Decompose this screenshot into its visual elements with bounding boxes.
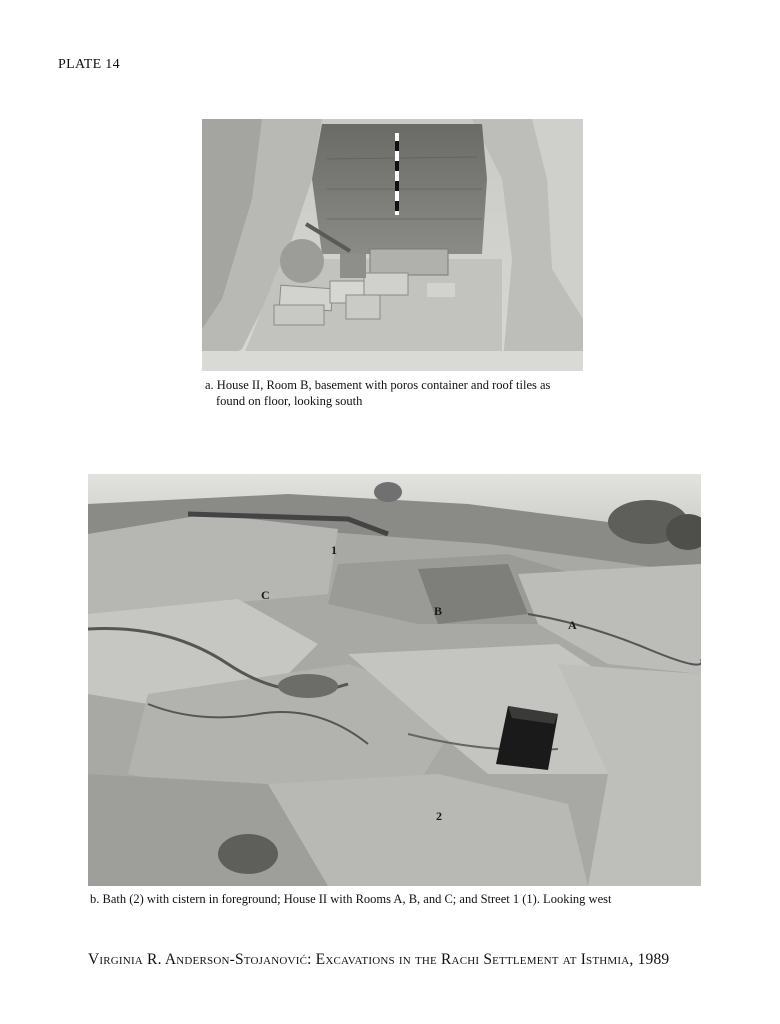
caption-figure-a bbox=[205, 377, 605, 409]
caption-a-line2: found on floor, looking south bbox=[216, 394, 363, 408]
caption-a-line1: a. House II, Room B, basement with poros container and roof tiles as bbox=[205, 378, 551, 392]
label-bath-2: 2 bbox=[436, 809, 442, 823]
label-room-c: C bbox=[261, 588, 270, 602]
photo-room-b-basement bbox=[202, 119, 583, 371]
caption-figure-b: b. Bath (2) with cistern in foreground; House II with Rooms A, B, and C; and Street 1 (1). Looking west bbox=[90, 892, 612, 906]
label-room-b: B bbox=[434, 604, 443, 618]
label-room-a: A bbox=[568, 618, 577, 632]
label-street-1: 1 bbox=[331, 543, 337, 557]
photo-bath-and-cistern bbox=[88, 474, 701, 886]
footer-citation: Virginia R. Anderson-Stojanović: Excavations in the Rachi Settlement at Isthmia, 1989 bbox=[88, 951, 670, 968]
plate-number: PLATE 14 bbox=[58, 57, 120, 72]
